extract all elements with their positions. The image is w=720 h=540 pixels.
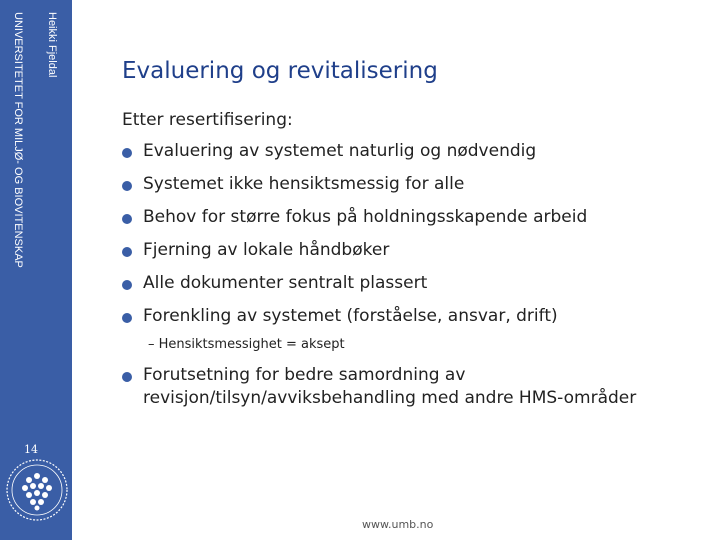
bullet-dot-icon: [122, 313, 132, 323]
bullet-text: Behov for større fokus på holdningsskapende arbeid: [143, 207, 588, 227]
page-number: 14: [24, 443, 38, 456]
bullet-item: [122, 173, 702, 196]
sidebar: [0, 0, 72, 540]
bullet-text: Evaluering av systemet naturlig og nødvendig: [143, 141, 537, 161]
bullet-item: [122, 364, 702, 410]
author-name: Heikki Fjeldal: [46, 12, 58, 78]
institution-name: UNIVERSITETET FOR MILJØ- OG BIOVITENSKAP: [12, 12, 24, 268]
bullet-item: [122, 272, 702, 295]
bullet-dot-icon: [122, 181, 132, 191]
slide-title: Evaluering og revitalisering: [122, 58, 438, 84]
university-logo-icon: [5, 458, 69, 522]
bullet-dot-icon: [122, 214, 132, 224]
sub-bullet: – Hensiktsmessighet = aksept: [148, 337, 345, 352]
bullet-text: Fjerning av lokale håndbøker: [143, 240, 390, 260]
bullet-dot-icon: [122, 372, 132, 382]
bullet-dot-icon: [122, 280, 132, 290]
bullet-dot-icon: [122, 247, 132, 257]
bullet-list: [122, 140, 702, 420]
bullet-item: [122, 206, 702, 229]
bullet-item: [122, 140, 702, 163]
bullet-item: [122, 239, 702, 262]
bullet-text: Forenkling av systemet (forståelse, ansvar, drift): [143, 306, 558, 326]
bullet-text: Systemet ikke hensiktsmessig for alle: [143, 174, 465, 194]
bullet-item: [122, 305, 702, 328]
bullet-dot-icon: [122, 148, 132, 158]
bullet-text: Forutsetning for bedre samordning av revisjon/tilsyn/avviksbehandling med andre HMS-områder: [143, 365, 637, 408]
bullet-text: Alle dokumenter sentralt plassert: [143, 273, 428, 293]
intro-text: Etter resertifisering:: [122, 110, 293, 130]
footer-url: www.umb.no: [362, 518, 434, 531]
